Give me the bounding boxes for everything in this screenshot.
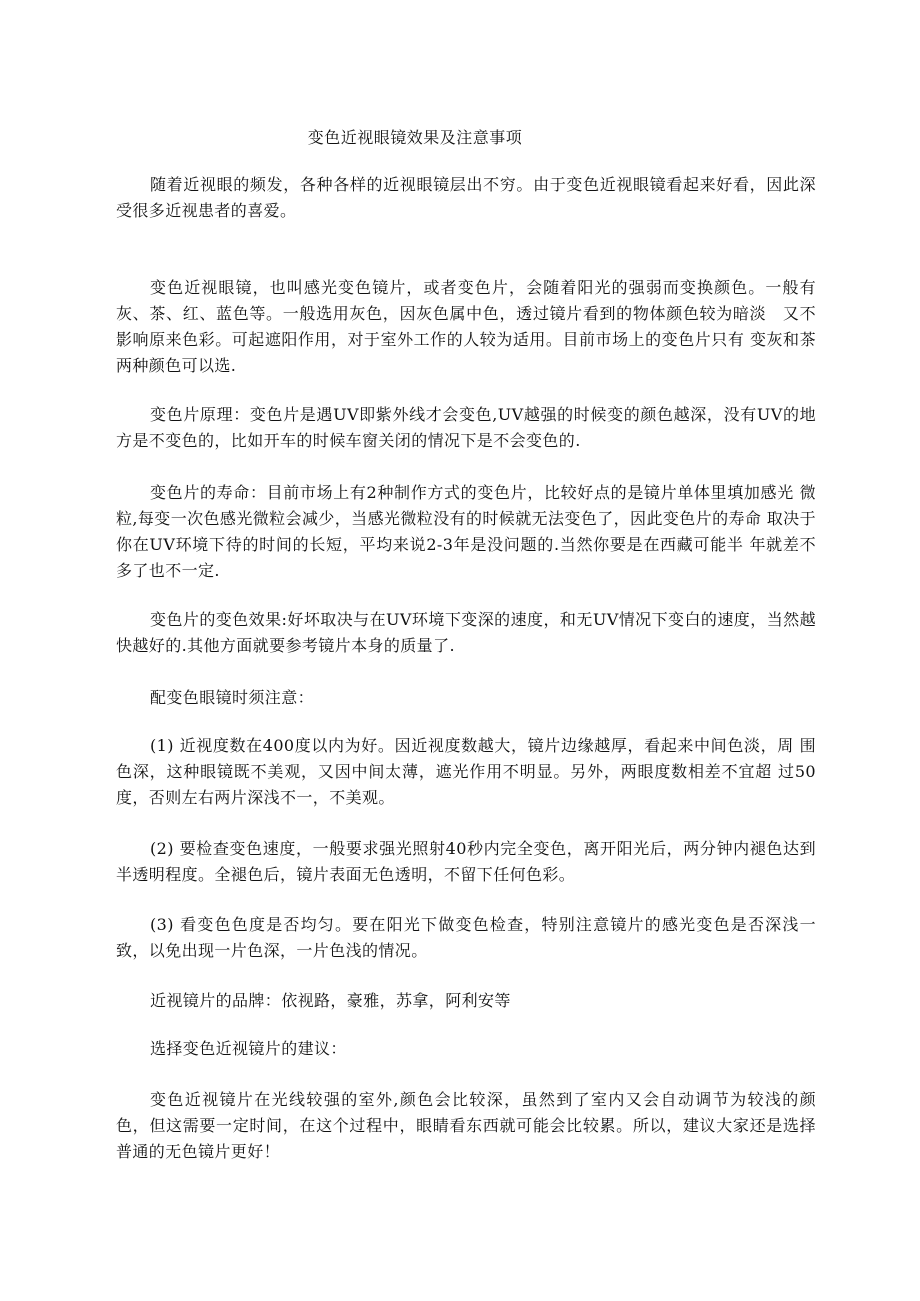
paragraph-advice: 变色近视镜片在光线较强的室外,颜色会比较深，虽然到了室内又会自动调节为较浅的颜 色，但这需要一定时间，在这个过程中，眼睛看东西就可能会比较累。所以，建议大家还是选择 普通的无色镜片更好！ (116, 1090, 816, 1161)
paragraph-lifespan: 变色片的寿命：目前市场上有2种制作方式的变色片，比较好点的是镜片单体里填加感光 微粒,每变一次色感光微粒会减少，当感光微粒没有的时候就无法变色了，因此变色片的寿命 取决于你在UV环境下待的时间的长短，平均来说2-3年是没问题的.当然你要是在西藏可能半 年就差不多了也不一定. (116, 483, 816, 580)
paragraph-notes-heading: 配变色眼镜时须注意： (150, 688, 315, 707)
paragraph-definition: 变色近视眼镜，也叫感光变色镜片，或者变色片，会随着阳光的强弱而变换颜色。一般有灰、茶、红、蓝色等。一般选用灰色，因灰色属中色，透过镜片看到的物体颜色较为暗淡 又不影响原来色彩。可起遮阳作用，对于室外工作的人较为适用。目前市场上的变色片只有 变灰和茶两种颜色可以选. (116, 278, 816, 375)
paragraph-advice-heading: 选择变色近视镜片的建议： (150, 1039, 347, 1058)
paragraph-note-3: (3) 看变色色度是否均匀。要在阳光下做变色检查，特别注意镜片的感光变色是否深浅一 致，以免出现一片色深，一片色浅的情况。 (116, 915, 816, 960)
paragraph-effect: 变色片的变色效果:好坏取决与在UV环境下变深的速度，和无UV情况下变白的速度，当然越快越好的.其他方面就要参考镜片本身的质量了. (116, 610, 816, 655)
paragraph-brands: 近视镜片的品牌：依视路，豪雅，苏拿，阿利安等 (150, 991, 511, 1010)
paragraph-intro: 随着近视眼的频发，各种各样的近视眼镜层出不穷。由于变色近视眼镜看起来好看，因此深受很多近视患者的喜爱。 (116, 175, 816, 220)
paragraph-note-1: (1) 近视度数在400度以内为好。因近视度数越大，镜片边缘越厚，看起来中间色淡，周 围色深，这种眼镜既不美观，又因中间太薄，遮光作用不明显。另外，两眼度数相差不宜超 过50度，否则左右两片深浅不一，不美观。 (116, 736, 816, 807)
page-title: 变色近视眼镜效果及注意事项 (307, 128, 523, 147)
paragraph-principle: 变色片原理：变色片是遇UV即紫外线才会变色,UV越强的时候变的颜色越深，没有UV的地方是不变色的，比如开车的时候车窗关闭的情况下是不会变色的. (116, 405, 816, 450)
paragraph-note-2: (2) 要检查变色速度，一般要求强光照射40秒内完全变色，离开阳光后，两分钟内褪色达到半透明程度。全褪色后，镜片表面无色透明，不留下任何色彩。 (116, 839, 816, 884)
